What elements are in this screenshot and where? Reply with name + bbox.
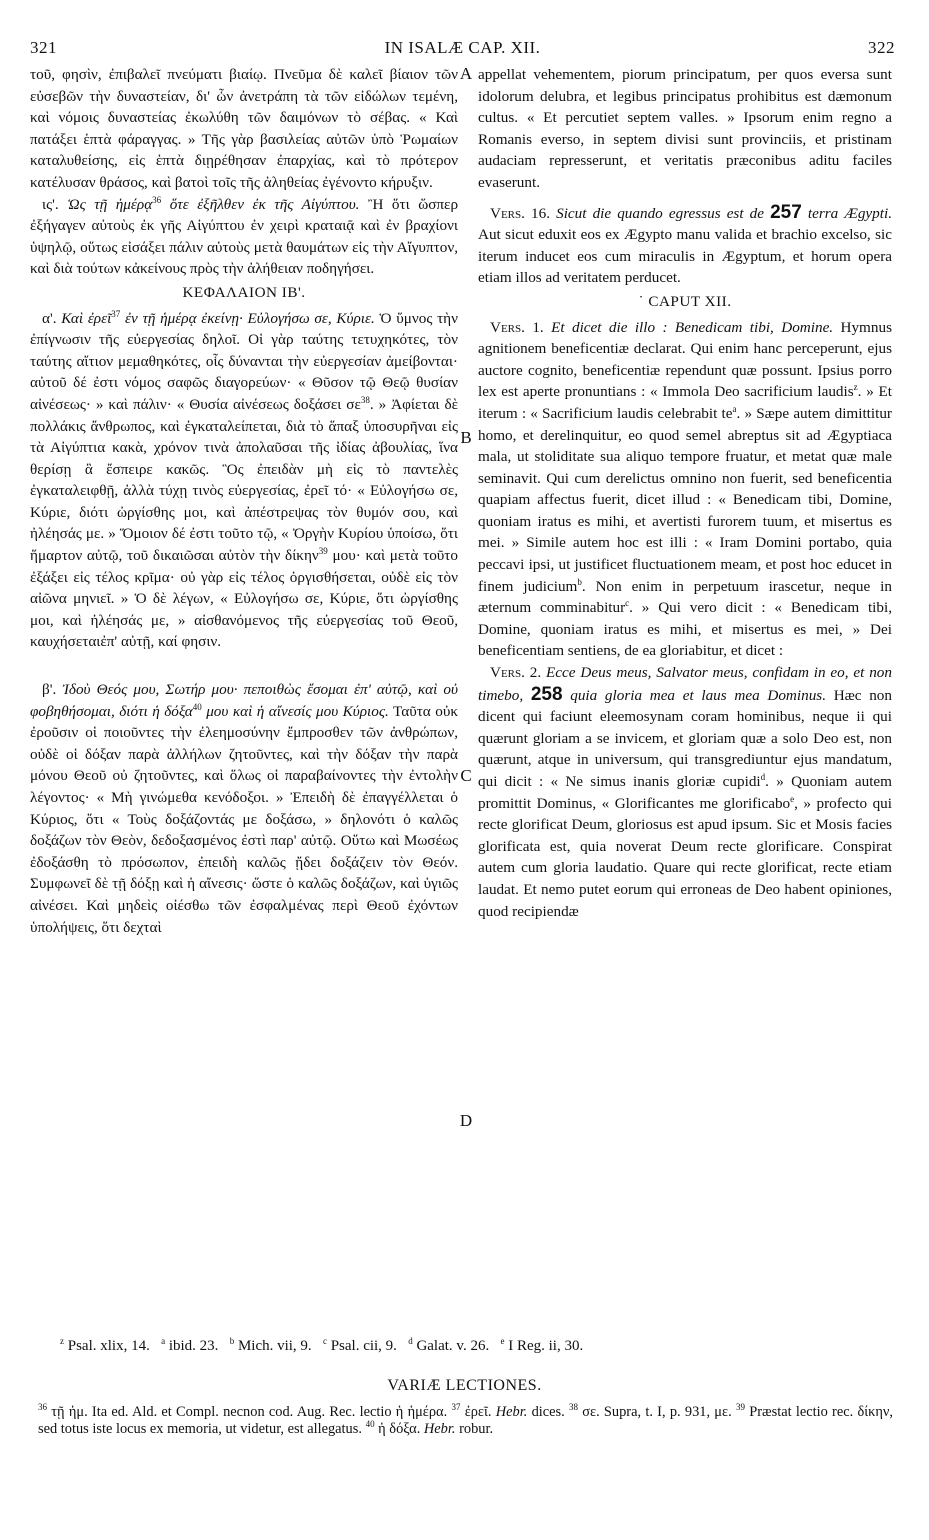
lemma: Ἰδοὺ Θεός μου, Σωτήρ μου· πεποιθὼς ἔσομαι ἐπ' αὐτῷ, καὶ οὐ φοβηθήσομαι, διότι ἡ δόξα bbox=[30, 681, 458, 720]
verse-ref: Vers. 1. bbox=[490, 318, 544, 336]
running-title: IN ISALÆ CAP. XII. bbox=[384, 38, 541, 57]
footnote-ref: e bbox=[790, 793, 795, 804]
lemma: ἐν τῇ ἡμέρᾳ ἐκείνῃ· Εὐλογήσω σε, Κύριε. bbox=[125, 309, 375, 327]
footnote-mark: d bbox=[408, 1336, 413, 1346]
margin-marker-b: B bbox=[460, 428, 472, 447]
latin-paragraph-verse-2 bbox=[478, 662, 892, 922]
commentary-text: Hymnus agnitionem beneficentiæ declarat. Qui enim hanc perceperunt, ejus auctore cognito, beneficentiæ rependunt quæ possunt. Ipsius porro lex est aperte pronuntians : « Immola Deo sacrificium laudis bbox=[478, 318, 892, 401]
variant-number: 39 bbox=[735, 1402, 745, 1413]
verse-ref: Vers. 16. bbox=[490, 204, 551, 222]
footnote-ref: z bbox=[853, 382, 858, 393]
variant-number: 36 bbox=[38, 1402, 47, 1413]
latin-paragraph-verse-16 bbox=[478, 202, 892, 289]
footnote bbox=[161, 1338, 218, 1354]
footnote-mark: b bbox=[229, 1336, 235, 1346]
variant-text: robur. bbox=[459, 1421, 494, 1437]
footnote bbox=[323, 1338, 397, 1354]
lemma: terra Ægypti. bbox=[807, 204, 893, 222]
variant-number: 40 bbox=[365, 1419, 375, 1430]
page-number-right: 322 bbox=[868, 38, 895, 57]
verse-ref: Vers. 2. bbox=[490, 664, 542, 682]
variant-text: Hebr. bbox=[423, 1421, 456, 1437]
variant-text: σε. Supra, t. I, p. 931, με. bbox=[582, 1404, 732, 1420]
variant-number: 38 bbox=[569, 1402, 578, 1413]
latin-column bbox=[478, 64, 892, 922]
lemma: Et dicet die illo : Benedicam tibi, Domine. bbox=[551, 318, 834, 336]
variant-text: ἐρεῖ. bbox=[464, 1404, 492, 1420]
column-number: 257 bbox=[770, 201, 802, 223]
margin-marker-a: A bbox=[459, 64, 473, 83]
variant-ref: 38 bbox=[360, 394, 370, 405]
variant-ref: 39 bbox=[318, 546, 328, 556]
footnote-ref: a bbox=[732, 403, 737, 414]
variant-text: Hebr. bbox=[495, 1404, 528, 1420]
footnote-text: ibid. 23. bbox=[168, 1338, 219, 1354]
verse-ref: ις'. bbox=[42, 195, 59, 213]
commentary-text: . Non enim in perpetuum irascetur, neque in æternum comminabitur bbox=[478, 577, 892, 617]
running-header bbox=[30, 38, 895, 60]
chapter-heading-greek: ΚΕΦΑΛΑΙΟΝ ΙΒ'. bbox=[182, 283, 306, 301]
variant-ref: 40 bbox=[192, 701, 202, 712]
lemma: Ὡς τῇ ἡμέρᾳ bbox=[67, 195, 153, 213]
page-number-left: 321 bbox=[30, 38, 57, 57]
variant-ref: 37 bbox=[111, 308, 121, 319]
footnote bbox=[500, 1338, 583, 1354]
commentary-text: Aut sicut eduxit eos ex Ægypto manu valida et brachio excelso, sic iterum inducet eos cum miraculis in Ægyptum, et horum opera etiam illos ad veritatem perducet. bbox=[478, 226, 892, 287]
greek-paragraph-verse-2 bbox=[30, 679, 458, 938]
lemma: Sicut die quando egressus est de bbox=[556, 204, 764, 222]
greek-column bbox=[30, 64, 458, 938]
footnote-text: Psal. xlix, 14. bbox=[67, 1338, 150, 1354]
commentary-text: . » Et iterum : « Sacrificium laudis celebrabit te bbox=[478, 383, 892, 422]
footnote-text: Mich. vii, 9. bbox=[237, 1338, 312, 1354]
variant-text: τῇ ἡμ. Ita ed. Ald. et Compl. necnon cod. Aug. Rec. lectio ἡ ἡμέρα. bbox=[51, 1404, 448, 1420]
footnote bbox=[230, 1338, 312, 1354]
verse-ref: α'. bbox=[42, 309, 57, 327]
variant-number: 37 bbox=[451, 1402, 461, 1413]
variae-lectiones-heading: VARIÆ LECTIONES. bbox=[387, 1377, 542, 1394]
latin-paragraph: appellat vehementem, piorum principatum, per quos eversa sunt idolorum delubra, et legibus principatus prohibitus est dæmonum cultus. « Et percutiet septem valles. » Ipsorum enim regno a Romanis everso, in septem divisi sunt provinciis, et pristinam audaciam represserunt, et veritatis præconibus aditu faciles evaserunt. bbox=[478, 66, 892, 191]
footnote-ref: c bbox=[625, 598, 630, 609]
lemma: Ecce Deus meus, Salvator meus, confidam in eo, et non timebo, bbox=[478, 664, 892, 704]
commentary-text: Hæc non dicent qui faciunt eleemosynam coram hominibus, neque ii qui quærunt gloriam a se invicem, et gloriam quæ a solo Deo est, non quærunt, atque in universum, qui transgrediuntur ejus mandatum, qui dicit : « Ne simus inanis gloriæ cupidi bbox=[478, 686, 892, 790]
variant-ref: 36 bbox=[152, 194, 162, 205]
footnote-ref: d bbox=[760, 771, 766, 782]
commentary-text: μου· καὶ μετὰ τοῦτο ἐξάξει εἰς τέλος κρῖμα· οὐ γὰρ εἰς τέλος ὀργισθήσεται, οὐδὲ εἰς τὸν αἰῶνα μηνιεῖ. » Ὁ δὲ λέγων, « Εὐλογήσω σε, Κύριε, ὅτι ὠργίσθης μοι, καὶ ἠλέησάς με, » αἰσθανόμενος τῆς εὐεργεσίας τοῦ Θεοῦ, καυχήσεταιἐπ' αὐτῇ, καί φησιν. bbox=[30, 547, 459, 651]
commentary-text: . » Quoniam autem promittit Dominus, « Glorificantes me glorificabo bbox=[478, 773, 892, 812]
footnote-ref: b bbox=[577, 576, 582, 587]
variant-text: ἡ δόξα. bbox=[378, 1421, 421, 1437]
greek-paragraph-verse-16 bbox=[30, 194, 458, 280]
variant-text: Præstat lectio rec. δίκην, sed totus iste locus ex memoria, ut videtur, est allegatus. bbox=[38, 1404, 893, 1437]
chapter-heading-latin: ˙ CAPUT XII. bbox=[638, 292, 732, 310]
verse-ref: β'. bbox=[42, 681, 57, 699]
greek-paragraph-verse-1 bbox=[30, 308, 458, 654]
margin-marker-d: D bbox=[459, 1111, 473, 1130]
footnote-mark: c bbox=[322, 1336, 327, 1346]
footnote-text: Psal. cii, 9. bbox=[330, 1338, 397, 1354]
column-number: 258 bbox=[530, 683, 563, 705]
commentary-text: . » Ἀφίεται δὲ πολλάκις ἄνθρωπος, καὶ ἐγκαταλείπεται, διὰ τὸ ἅπαξ ὑποσυρῆναι εἰς τὰ Αἰγύπτια κακὰ, χρόνον τινὰ ἀπολαῦσαι τῆς ἰδίας ἀβουλίας, ἵνα θερίσῃ ἃ ἔσπειρε κακῶς. Ὃς ἐπειδὰν μὴ εἰς τὸ παντελὲς ἐγκαταλειφθῇ, ἀλλὰ τύχῃ τινὸς εὐεργεσίας, ἐρεῖ τό· « Εὐλογήσω σε, Κύριε, διότι ὠργίσθης μοι, καὶ ἀπέστρεψας τὸν θυμόν σου, καὶ ἠλέησάς με. » Ὅμοιον δέ ἐστι τοῦτο τῷ, « Ὀργὴν Κυρίου ὑποίσω, ὅτι ἥμαρτον αὐτῷ, τοῦ δικαιῶσαι αὐτὸν τὴν δίκην bbox=[30, 395, 458, 565]
margin-marker-c: C bbox=[460, 766, 472, 785]
footnote bbox=[408, 1338, 489, 1354]
commentary-text: Ὁ ὕμνος τὴν ἐπίγνωσιν τῆς εὐεργεσίας δηλοῖ. Οἱ γὰρ ταύτης τετυχηκότες, τὸν ταύτης αἴτιον μεμαθηκότες, οἷς δύνανται τὴν εὐεργεσίαν ἀμείβονται· αὐτοῦ δέ ἐστι νόμος σαφῶς διαγορεύων· « Θῦσον τῷ Θεῷ θυσίαν αἰνέσεως· » καὶ πάλιν· « Θυσία αἰνέσεως δοξάσει σε bbox=[30, 309, 458, 413]
commentary-text: , » profecto qui recte glorificat Deum, gloriosus est apud ipsum. Sic et Mosis facies glorificata est, quia noverat Deum recte glorificare. Conspirat autem cum gloria laudatio. Quare qui recte glorificat, recte etiam laudat. Et nemo putet eorum qui erroneas de Deo habent opiniones, quod recipiendæ bbox=[478, 794, 892, 920]
footnote-text: Galat. v. 26. bbox=[416, 1338, 490, 1354]
footnote-mark: e bbox=[500, 1336, 505, 1346]
paragraph-gap bbox=[30, 653, 458, 679]
footnote-text: I Reg. ii, 30. bbox=[508, 1338, 584, 1354]
footnote-mark: a bbox=[161, 1336, 166, 1346]
variae-lectiones bbox=[38, 1404, 893, 1438]
commentary-text: . » Qui vero dicit : « Benedicam tibi, Domine, quoniam iratus es mihi, et misertus es mei, » Dei beneficentiam sentiens, de ea gloriabitur, et dicet : bbox=[478, 599, 892, 660]
commentary-text: Ἢ ὅτι ὥσπερ ἐξήγαγεν αὐτοὺς ἐκ γῆς Αἰγύπτου ἐν χειρὶ κραταιᾷ καὶ ἐν βραχίονι ὑψηλῷ, οὕτως εἰσάξει πάλιν αὐτοὺς μετὰ θαυμάτων εἰς τὴν Αἴγυπτον, καὶ διὰ τούτων κἀκείνους πρὸς τὴν ἀλήθειαν ποδηγήσει. bbox=[30, 195, 459, 278]
commentary-text: Ταῦτα οὐκ ἐροῦσιν οἱ ποιοῦντες τὴν ἐλεημοσύνην ἔμπροσθεν τῶν ἀνθρώπων, οὐδὲ οἱ δόξαν παρὰ ἀλλήλων ζητοῦντες, καὶ τὴν δόξαν τὴν παρὰ μόνου Θεοῦ οὐ ζητοῦντες, καὶ ὅλως οἱ παραβαίνοντες τὴν ἐντολὴν λέγοντος· « Μὴ γινώμεθα κενόδοξοι. » Ἐπειδὴ δὲ ἐπαγγέλλεται ὁ Κύριος, ὅτι « Τοὺς δοξάζοντάς με δοξάσω, » δηλονότι ὁ καλῶς δοξάζων τὸν Θεὸν, δεδοξασμένος ἐστὶ παρ' αὐτῷ. Οὕτω καὶ Μωσέως ἐδοξάσθη τὸ πρόσωπον, ἐπειδὴ καλῶς ᾔδει δοξάζειν τὸν Θεόν. Συμφωνεῖ δὲ τῇ δόξῃ καὶ ἡ αἴνεσις· ὥστε ὁ καλῶς δοξάζων, καὶ ὑγιῶς αἰνέσει. Καὶ μηδεὶς οἰέσθω τῶν ἐσφαλμένας περὶ Θεοῦ ἐχόντων ὑπολήψεις, ὅτι δεχταὶ bbox=[30, 702, 458, 936]
footnote bbox=[60, 1338, 150, 1354]
scripture-footnotes bbox=[60, 1336, 889, 1356]
lemma: Καὶ ἐρεῖ bbox=[61, 309, 112, 327]
lemma: ὅτε ἐξῆλθεν ἐκ τῆς Αἰγύπτου. bbox=[169, 195, 360, 213]
lemma: μου καὶ ἡ αἴνεσίς μου Κύριος. bbox=[206, 702, 389, 720]
lemma: quia gloria mea et laus mea Dominus. bbox=[570, 686, 826, 704]
greek-paragraph: τοῦ, φησὶν, ἐπιβαλεῖ πνεύματι βιαίῳ. Πνεῦμα δὲ καλεῖ βίαιον τῶν εὐσεβῶν τὴν δυναστείαν, δι' ὧν ἀνετράπη τὰ τῶν εἰδώλων τεμένη, καὶ νόμοις δυναστείας ἐκωλύθη τῶν δαιμόνων τὸ σέβας. « Καὶ πατάξει ἑπτὰ φάραγγας. » Τῆς γὰρ βασιλείας αὐτῶν ὑπὸ Ῥωμαίων καταλυθείσης, εἰς ἑπτὰ διῃρέθησαν ἐπαρχίας, καὶ τὸ πρότερον κατέλυσαν θράσος, καὶ βατοὶ τοῖς τῆς ἀληθείας ἐγένοντο κήρυξιν. bbox=[30, 66, 458, 191]
paragraph-gap bbox=[478, 194, 892, 202]
commentary-text: . » Sæpe autem dimittitur homo, et derelinquitur, eo quod semel abreptus sit ad Ægyptiaca mala, ut stoliditate sua aliquo tempore fruatur, et metat quæ male seminavit. Qui cum derelictus omnino non fuerit, sed beneficentia quapiam affectus fuerit, dicet illud : « Benedicam tibi, Domine, quoniam iratus es mihi, et avertisti furorem tuum, et misertus es mei. » Simile autem hoc est illi : « Iram Domini portabo, quia peccavi ipsi, ut justificet fluctuationem meam, et post hoc educet in finem judicium bbox=[478, 404, 892, 595]
variant-text: dices. bbox=[531, 1404, 565, 1420]
footnote-mark: z bbox=[60, 1336, 64, 1346]
latin-paragraph-verse-1 bbox=[478, 317, 892, 663]
